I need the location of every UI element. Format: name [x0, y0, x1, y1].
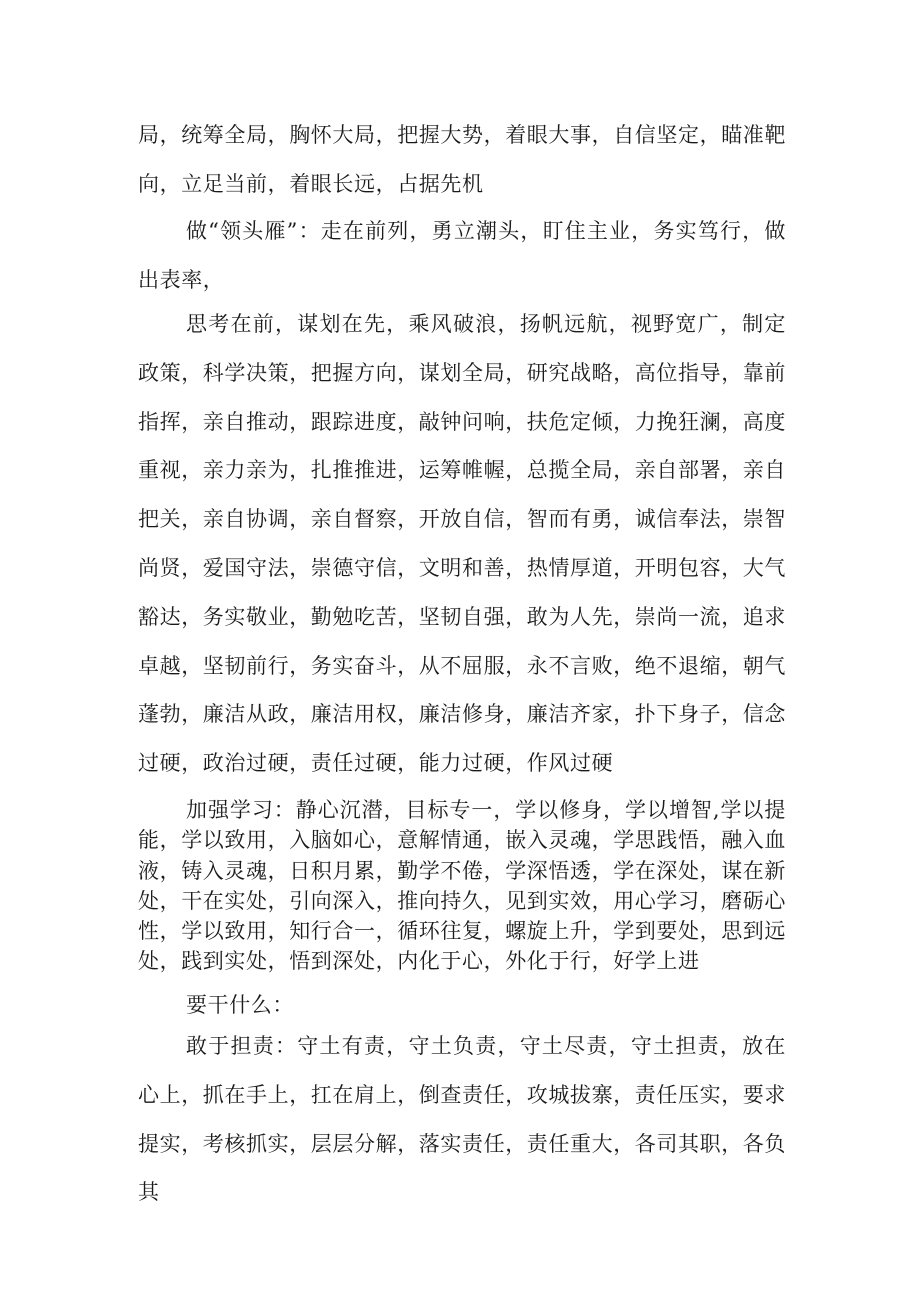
paragraph-overall-situation: 局，统筹全局，胸怀大局，把握大势，着眼大事，自信坚定，瞄准靶向，立足当前，着眼长远，占据先机	[138, 123, 786, 196]
paragraph-take-responsibility: 敢于担责：守土有责，守土负责，守土尽责，守土担责，放在心上，抓在手上，扛在肩上，倒查责任，攻城拔寨，责任压实，要求提实，考核抓实，层层分解，落实责任，责任重大，各司其职，各负其	[138, 1034, 786, 1205]
paragraph-think-ahead: 思考在前，谋划在先，乘风破浪，扬帆远航，视野宽广，制定政策，科学决策，把握方向，谋划全局，研究战略，高位指导，靠前指挥，亲自推动，跟踪进度，敲钟问响，扶危定倾，力挽狂澜，高度重视，亲力亲为，扎推推进，运筹帷幄，总揽全局，亲自部署，亲自把关，亲自协调，亲自督察，开放自信，智而有勇，诚信奉法，崇智尚贤，爱国守法，崇德守信，文明和善，热情厚道，开明包容，大气豁达，务实敬业，勤勉吃苦，坚韧自强，敢为人先，崇尚一流，追求卓越，坚韧前行，务实奋斗，从不屈服，永不言败，绝不退缩，朝气蓬勃，廉洁从政，廉洁用权，廉洁修身，廉洁齐家，扑下身子，信念过硬，政治过硬，责任过硬，能力过硬，作风过硬	[138, 312, 786, 776]
paragraph-what-to-do-heading: 要干什么：	[186, 993, 294, 1017]
paragraph-strengthen-learning: 加强学习：静心沉潜，目标专一，学以修身，学以增智,学以提能，学以致用，入脑如心，意解情通，嵌入灵魂，学思践悟，融入血液，铸入灵魂，日积月累，勤学不倦，学深悟透，学在深处，谋在新处，干在实处，引向深入，推向持久，见到实效，用心学习，磨砺心性，学以致用，知行合一，循环往复，螺旋上升，学到要处，思到远处，践到实处，悟到深处，内化于心，外化于行，好学上进	[138, 798, 786, 974]
paragraph-lead-goose: 做“领头雁”：走在前列，勇立潮头，盯住主业，务实笃行，做出表率，	[138, 219, 786, 292]
